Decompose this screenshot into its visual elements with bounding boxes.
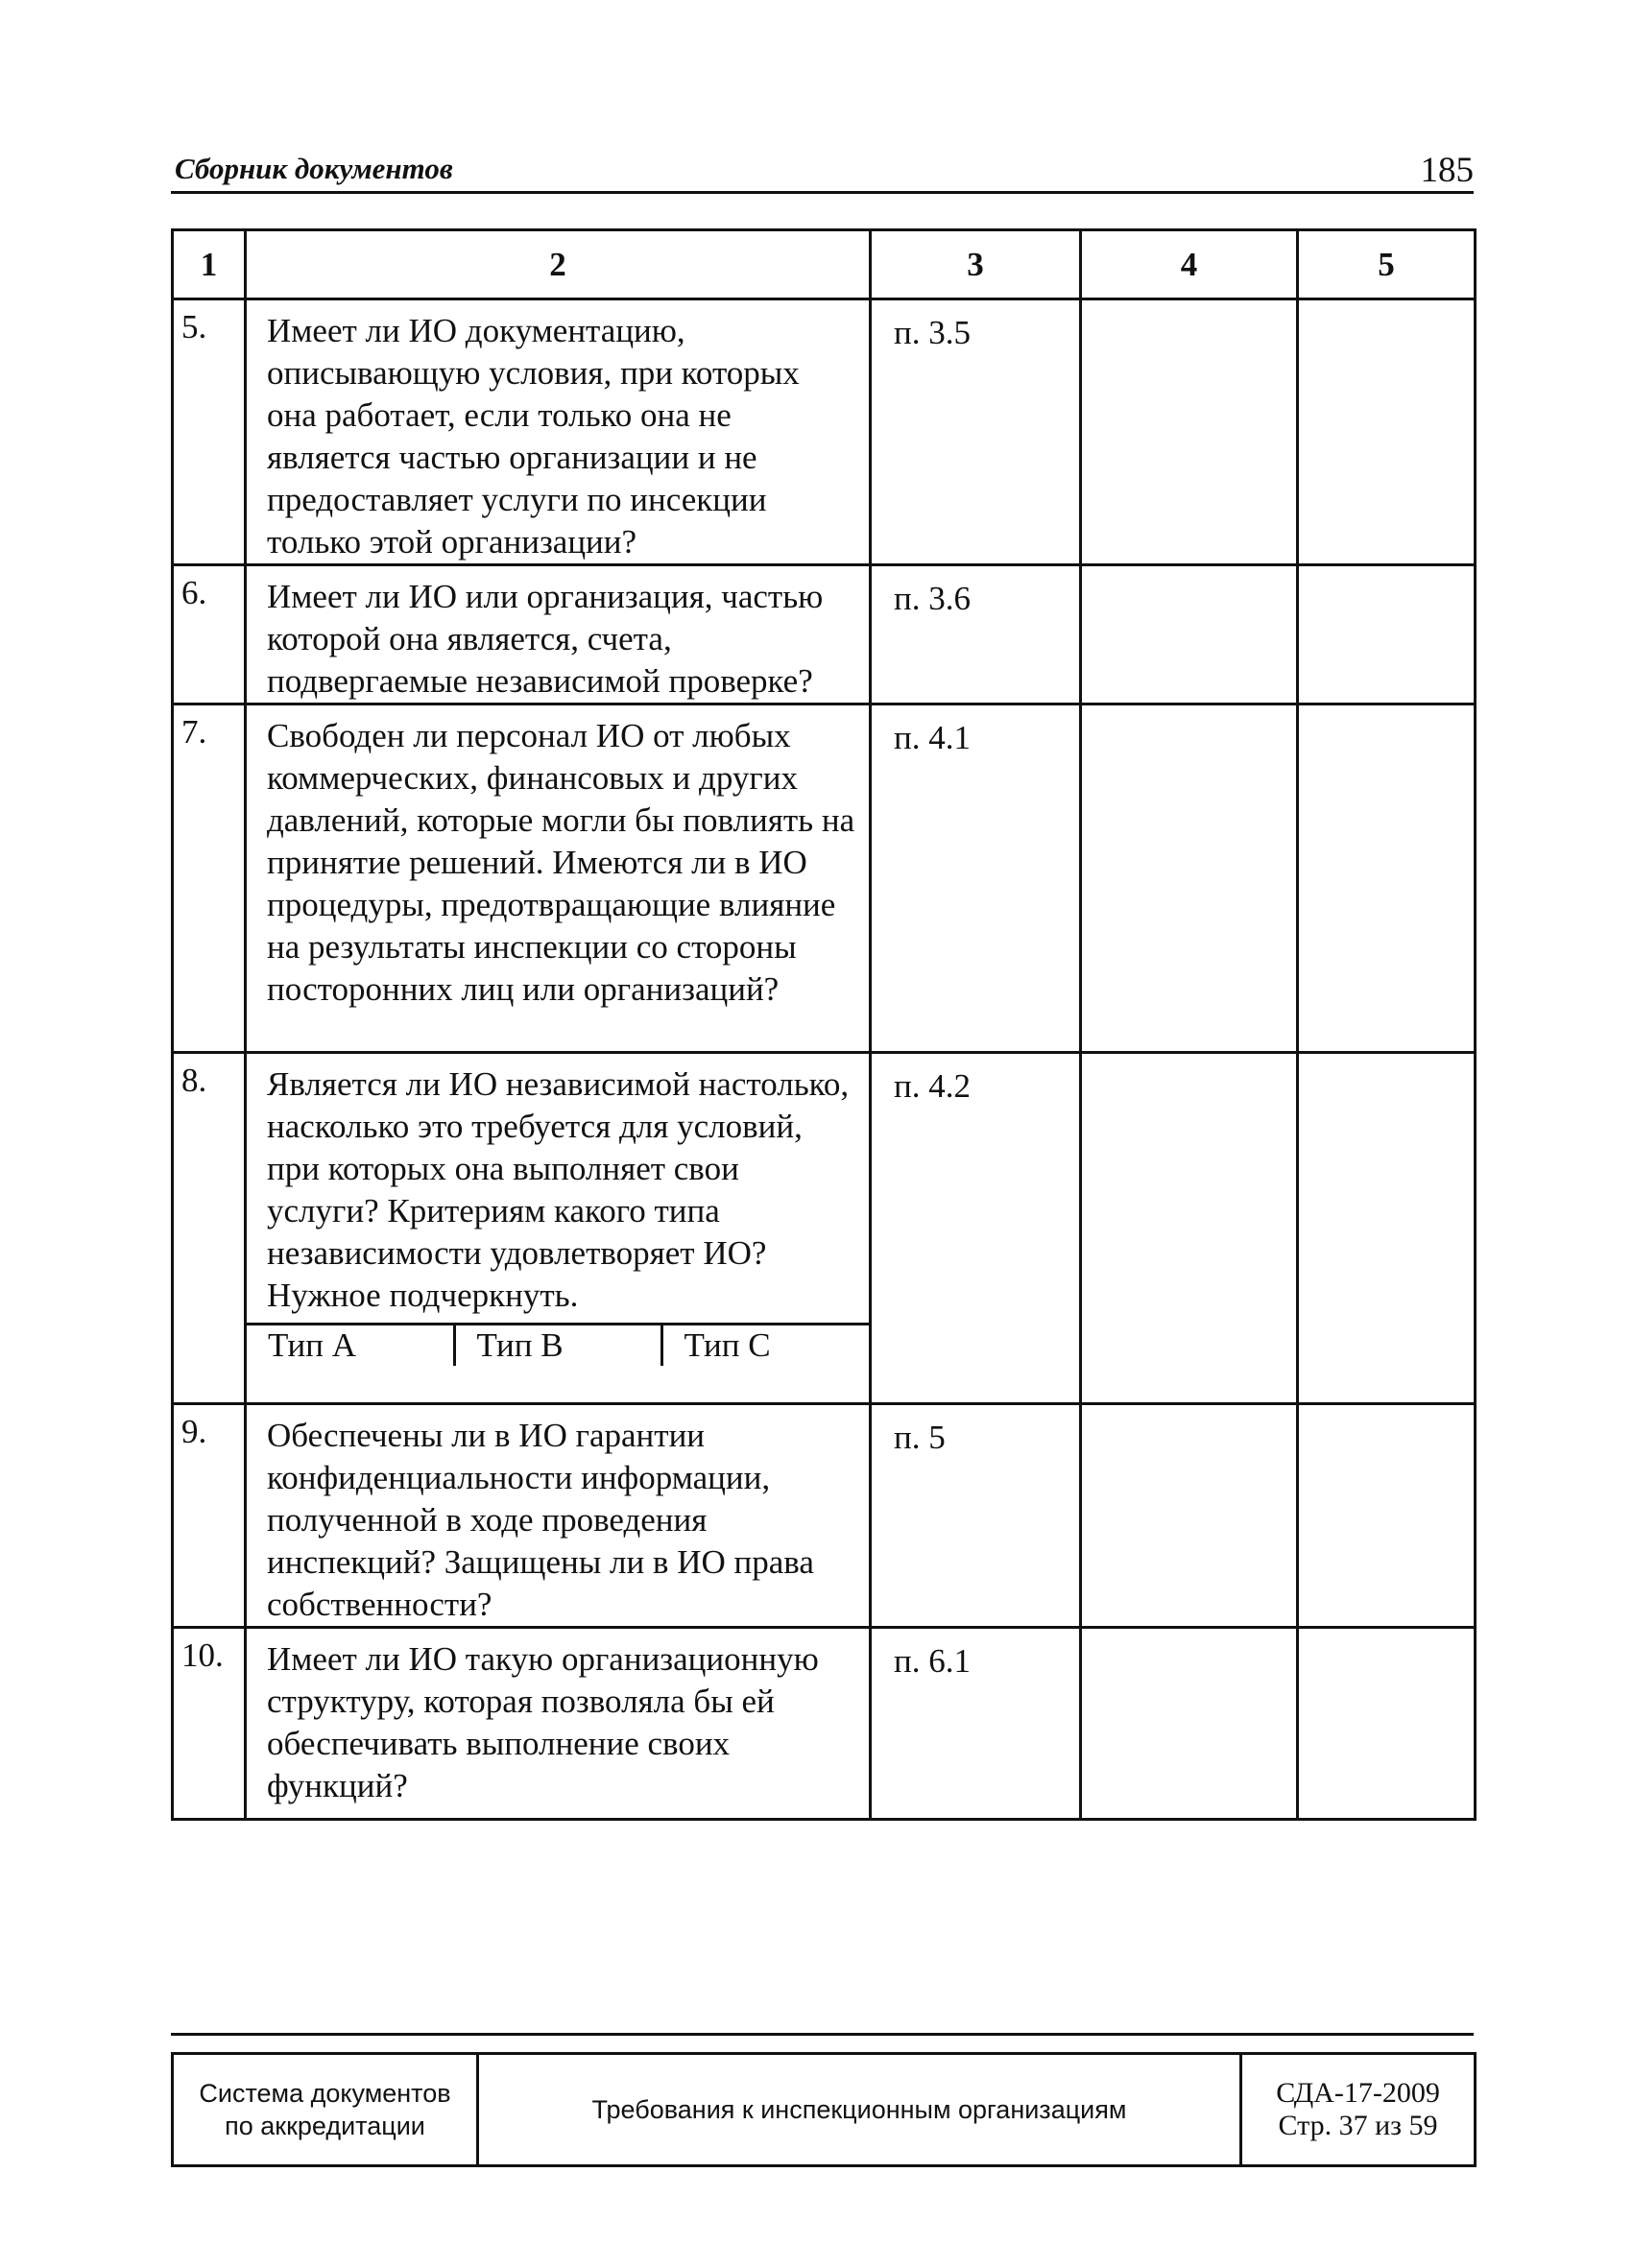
row-number: 8. (173, 1053, 246, 1404)
table-row (173, 565, 1476, 704)
table-row (173, 1053, 1476, 1404)
footer-system-line1: Система документов (199, 2079, 451, 2108)
running-header-title: Сборник документов (175, 152, 453, 185)
row-question: Имеет ли ИО такую организационную структуру, которая позволяла бы ей обеспечивать выполнение своих функций? (246, 1628, 871, 1820)
column-header-4: 4 (1081, 230, 1298, 299)
header-rule (171, 191, 1474, 194)
row-number: 7. (173, 704, 246, 1053)
table-row (173, 1628, 1476, 1820)
row-cell-4 (1081, 704, 1298, 1053)
row-question: Имеет ли ИО документацию, описывающую условия, при которых она работает, если только она не является частью организации и не предоставляет услуги по инсекции только этой организации? (246, 299, 871, 565)
row-question: Обеспечены ли в ИО гарантии конфиденциальности информации, полученной в ходе проведения инспекций? Защищены ли в ИО права собственности? (246, 1404, 871, 1628)
table-row (173, 299, 1476, 565)
row-reference: п. 4.2 (871, 1053, 1081, 1404)
checklist-table (171, 228, 1477, 1821)
footer-system-name (173, 2054, 478, 2166)
type-a-option: Тип А (247, 1325, 454, 1367)
table-row (173, 1404, 1476, 1628)
row-reference: п. 5 (871, 1404, 1081, 1628)
type-c-option: Тип С (661, 1325, 869, 1367)
column-header-3: 3 (871, 230, 1081, 299)
independence-type-options (247, 1323, 869, 1366)
footer-document-title: Требования к инспекционным организациям (478, 2054, 1241, 2166)
row-question: Свободен ли персонал ИО от любых коммерческих, финансовых и других давлений, которые могли бы повлиять на принятие решений. Имеются ли в ИО процедуры, предотвращающие влияние на результаты инспекции со стороны посторонних лиц или организаций? (246, 704, 871, 1053)
row-number: 5. (173, 299, 246, 565)
column-header-5: 5 (1298, 230, 1476, 299)
row-cell-5 (1298, 1053, 1476, 1404)
row-cell-4 (1081, 1404, 1298, 1628)
row-cell-4 (1081, 565, 1298, 704)
row-cell-5 (1298, 1404, 1476, 1628)
row-cell-5 (1298, 565, 1476, 704)
row-reference: п. 3.5 (871, 299, 1081, 565)
footer-page-info: Стр. 37 из 59 (1278, 2110, 1438, 2141)
footer-system-line2: по аккредитации (225, 2112, 425, 2140)
footer-code: СДА-17-2009 (1276, 2077, 1440, 2109)
row-cell-5 (1298, 704, 1476, 1053)
row-reference: п. 6.1 (871, 1628, 1081, 1820)
row-question: Является ли ИО независимой настолько, насколько это требуется для условий, при которых она выполняет свои услуги? Критериям какого типа независимости удовлетворяет ИО? Нужное подчеркнуть. (267, 1065, 850, 1314)
footer-document-code (1241, 2054, 1476, 2166)
footer-rule (171, 2033, 1474, 2036)
column-header-1: 1 (173, 230, 246, 299)
row-cell-5 (1298, 1628, 1476, 1820)
row-cell-4 (1081, 1628, 1298, 1820)
row-cell-4 (1081, 299, 1298, 565)
row-number: 6. (173, 565, 246, 704)
table-row (173, 704, 1476, 1053)
page-number: 185 (1420, 151, 1474, 190)
row-reference: п. 4.1 (871, 704, 1081, 1053)
type-b-option: Тип В (454, 1325, 661, 1367)
row-cell-4 (1081, 1053, 1298, 1404)
document-footer (171, 2052, 1477, 2167)
row-number: 9. (173, 1404, 246, 1628)
row-question-cell (246, 1053, 871, 1404)
row-number: 10. (173, 1628, 246, 1820)
table-header-row (173, 230, 1476, 299)
row-question: Имеет ли ИО или организация, частью которой она является, счета, подвергаемые независимой проверке? (246, 565, 871, 704)
column-header-2: 2 (246, 230, 871, 299)
row-reference: п. 3.6 (871, 565, 1081, 704)
row-cell-5 (1298, 299, 1476, 565)
